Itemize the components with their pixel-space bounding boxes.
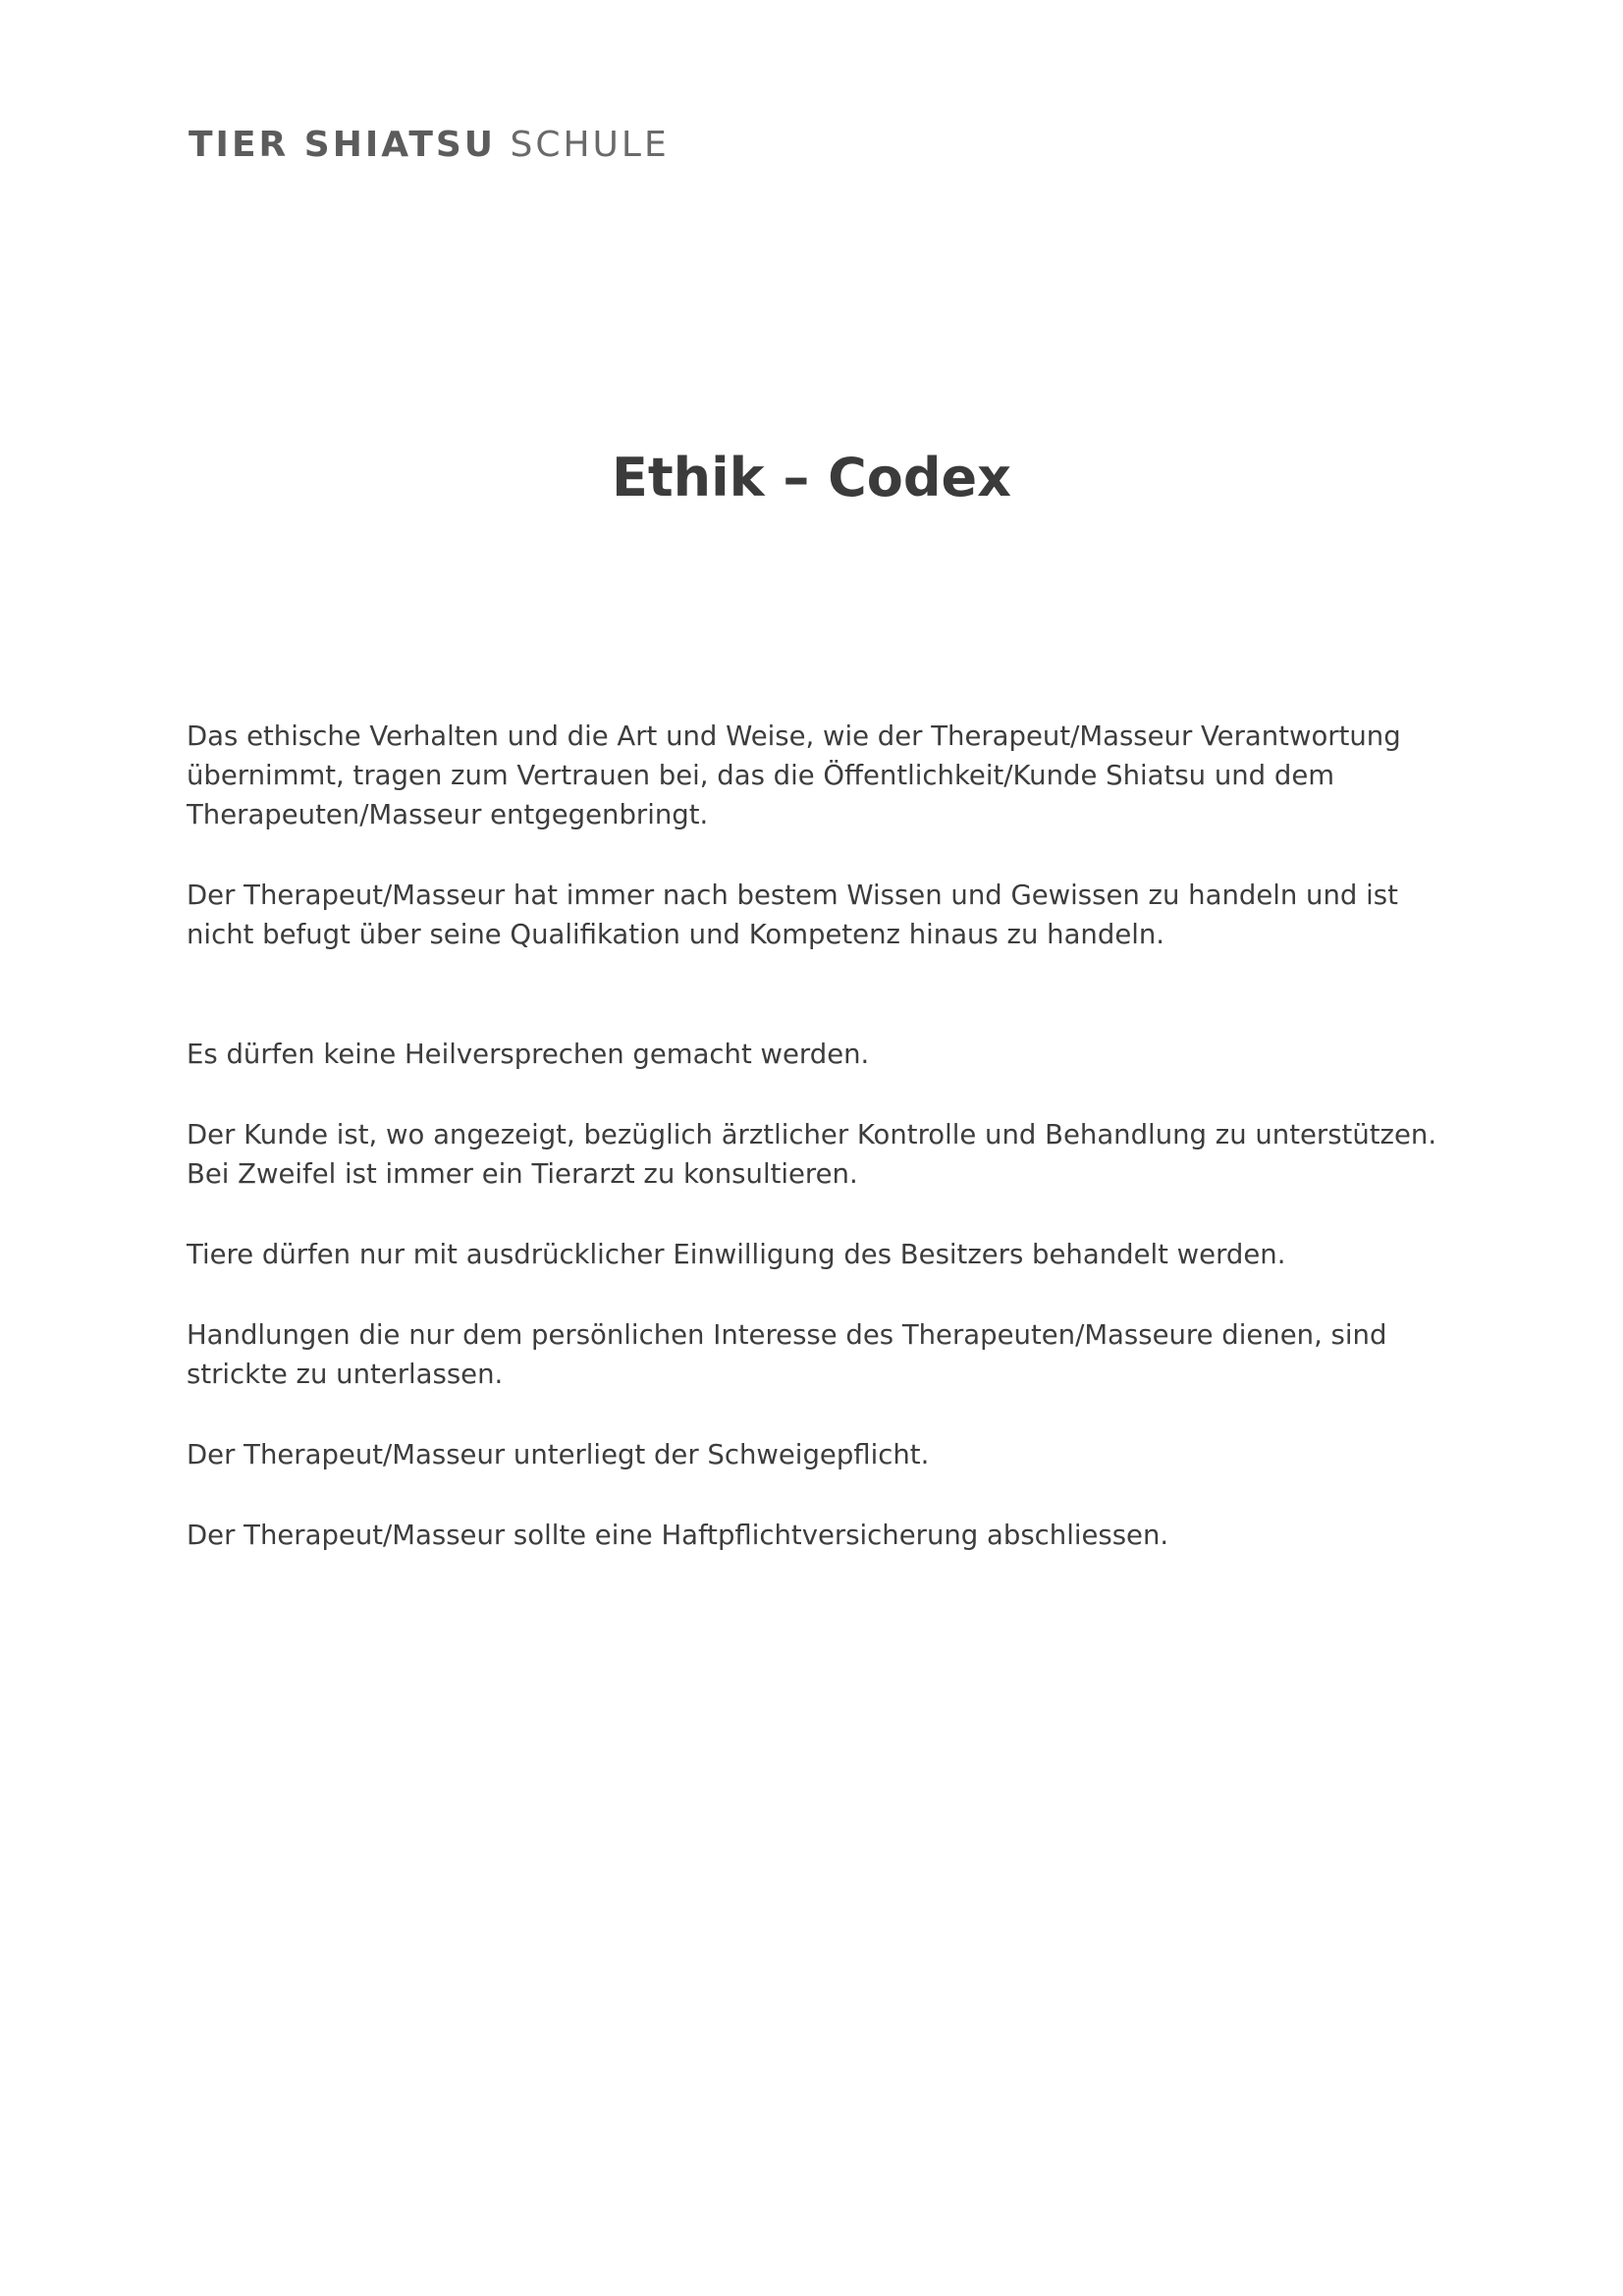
paragraph-liability-insurance — [187, 1516, 1463, 1555]
paragraph-best-knowledge — [187, 876, 1463, 954]
paragraph-medical-control — [187, 1115, 1463, 1194]
letterhead-school-name: TIER SHIATSU — [189, 125, 497, 165]
document-body — [187, 717, 1463, 1555]
paragraph-personal-interest — [187, 1315, 1463, 1394]
text-line: Der Kunde ist, wo angezeigt, bezüglich ärztlicher Kontrolle und Behandlung zu unterstützen. — [187, 1119, 1437, 1150]
paragraph-ethical-conduct — [187, 717, 1463, 834]
text-line: strickte zu unterlassen. — [187, 1359, 504, 1390]
text-line: Der Therapeut/Masseur unterliegt der Schweigepflicht. — [187, 1439, 930, 1470]
text-line: Tiere dürfen nur mit ausdrücklicher Einwilligung des Besitzers behandelt werden. — [187, 1239, 1286, 1270]
text-line: Der Therapeut/Masseur hat immer nach bestem Wissen und Gewissen zu handeln und ist — [187, 880, 1398, 911]
paragraph-no-healing-promises — [187, 1035, 1463, 1074]
text-line: Handlungen die nur dem persönlichen Interesse des Therapeuten/Masseure dienen, sind — [187, 1319, 1387, 1351]
text-line: übernimmt, tragen zum Vertrauen bei, das die Öffentlichkeit/Kunde Shiatsu und dem — [187, 760, 1335, 791]
paragraph-owner-consent — [187, 1235, 1463, 1274]
text-line: Es dürfen keine Heilversprechen gemacht werden. — [187, 1039, 870, 1070]
text-line: Therapeuten/Masseur entgegenbringt. — [187, 799, 709, 830]
text-line: nicht befugt über seine Qualifikation und Kompetenz hinaus zu handeln. — [187, 919, 1165, 950]
text-line: Bei Zweifel ist immer ein Tierarzt zu konsultieren. — [187, 1158, 858, 1190]
text-line: Das ethische Verhalten und die Art und Weise, wie der Therapeut/Masseur Verantwortung — [187, 721, 1401, 752]
letterhead — [189, 124, 670, 167]
letterhead-school-suffix: SCHULE — [510, 125, 670, 165]
paragraph-confidentiality — [187, 1435, 1463, 1474]
text-line: Der Therapeut/Masseur sollte eine Haftpflichtversicherung abschliessen. — [187, 1520, 1169, 1551]
document-title: Ethik – Codex — [611, 447, 1011, 508]
